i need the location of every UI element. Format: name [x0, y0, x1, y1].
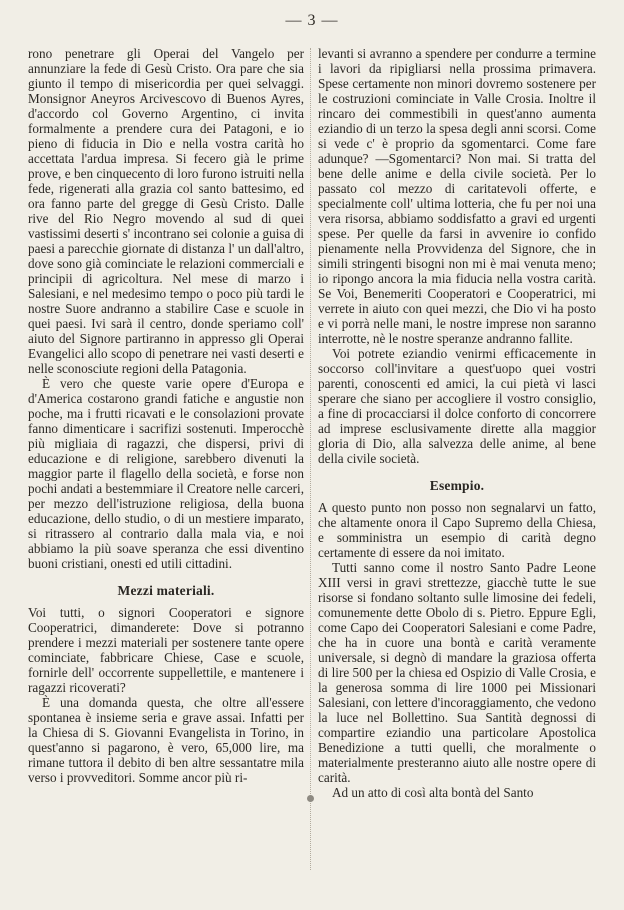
left-column — [28, 46, 304, 785]
column-divider — [310, 48, 311, 870]
page-number: — 3 — — [285, 12, 339, 29]
paragraph: rono penetrare gli Operai del Vangelo per annunziare la fede di Gesù Cristo. Ora pare che sia giunto il tempo di misericordia per quei selvaggi. Monsignor Aneyros Arcivescovo di Buenos Ayres, d'accordo col Governo Argentino, ci invita formalmente a prendere cura dei Patagoni, e io pieno di fiducia in Dio e nella vostra carità ho accettata l'ardua impresa. Si fecero già le prime prove, e ben cinquecento di loro furono istruiti nella fede, rigenerati alla grazia col santo battesimo, ed ora fanno parte del gregge di Gesù Cristo. Dalle rive del Rio Negro movendo al sud di quei vastissimi deserti s' incontrano sei colonie a guisa di paesi a parecchie giornate di distanza l' un dall'altro, dove sono già cominciate le relazioni commerciali e principii di agricoltura. Nel mese di marzo i Salesiani, e nel medesimo tempo o poco più tardi le nostre Suore andranno a stabilire Case e scuole in quei paesi. Ivi sarà il centro, donde speriamo coll' aiuto del Signore partiranno in appresso gli Operai Evangelici allo scopo di penetrare nei vasti deserti e nelle sconosciute regioni della Patagonia. — [28, 46, 304, 376]
section-heading-esempio: Esempio. — [429, 478, 485, 493]
right-column-text-continued — [318, 500, 596, 800]
paragraph: A questo punto non posso non segnalarvi un fatto, che altamente onora il Capo Supremo della Chiesa, e somministra un esempio di carità degno certamente di essere da noi imitato. — [318, 500, 596, 560]
paragraph: levanti si avranno a spendere per condurre a termine i lavori da ripigliarsi nella prossima primavera. Spese certamente non minori dovremo sostenere per le costruzioni cominciate in Valle Crosia. Inoltre il rincaro dei commestibili in quest'anno aumenta eziandio di un terzo la spesa degli anni scorsi. Come si vede c' è proprio da sgomentarci. Come fare adunque? —Sgomentarci? Non mai. Si tratta del bene delle anime e della civile società. Per lo passato col mezzo di caritatevoli offerte, e specialmente coll' ultima lotteria, che fu per noi una vera risorsa, abbiamo soddisfatto a gravi ed urgenti spese. Per quelle da farsi in avvenire io confido pienamente nella Provvidenza del Signore, che in simili stringenti bisogni non mi è mai venuta meno; io ripongo ancora la mia fiducia nella vostra carità. Se Voi, Benemeriti Cooperatori e Cooperatrici, mi verrete in aiuto con quei mezzi, che Dio vi ha posto e vi porrà nelle mani, le nostre imprese non saranno interrotte, nè le nostre speranze andranno fallite. — [318, 46, 596, 346]
left-column-text — [28, 46, 304, 571]
paragraph: Ad un atto di così alta bontà del Santo — [332, 785, 534, 800]
right-column — [318, 46, 596, 800]
section-heading-mezzi-materiali: Mezzi materiali. — [117, 583, 215, 598]
paragraph: È vero che queste varie opere d'Europa e d'America costarono grandi fatiche e angustie non poche, ma i frutti ricavati e le consolazioni provate fanno dimenticare i sacrifizi sostenuti. Imperocchè più migliaia di ragazzi, che dispersi, privi di educazione e di religione, sarebbero divenuti la maggior parte il flagello della società, e forse non pochi andati a bestemmiare il Creatore nelle carceri, per mezzo dell'istruzione religiosa, della buona educazione, dello studio, o di un mestiere imparato, si ritrassero al contrario dalla mala via, e noi abbiamo la più soave speranza che essi diventino buoni cristiani, onesti ed utili cittadini. — [28, 376, 304, 571]
paragraph: È una domanda questa, che oltre all'essere spontanea è insieme seria e grave assai. Infatti per la Chiesa di S. Giovanni Evangelista in Torino, in quest'anno si pagarono, è vero, 65,000 lire, ma rimane tuttora il debito di ben altre sessantatre mila verso i provveditori. Somme ancor più ri- — [28, 695, 304, 785]
left-column-text-continued — [28, 605, 304, 785]
paragraph: Tutti sanno come il nostro Santo Padre Leone XIII versi in gravi strettezze, giacchè tutte le sue risorse si fondano soltanto sulle limosine dei fedeli, comunemente dette Obolo di s. Pietro. Eppure Egli, come Capo dei Cooperatori Salesiani e come Padre, che ha in cuore una bontà e carità veramente universale, si degnò di mandare la graziosa offerta di lire 500 per la chiesa ed Ospizio di Valle Crosia, e la generosa somma di lire 1000 pei Missionari Salesiani, con lettere d'incoraggiamento, che vedono la luce nel Bollettino. Sua Santità degnossi di compartire eziandio una particolare Apostolica Benedizione a tutti quelli, che moralmente o materialmente presteranno aiuto alle nostre opere di carità. — [318, 560, 596, 785]
ink-blot — [307, 795, 314, 802]
paragraph: Voi tutti, o signori Cooperatori e signore Cooperatrici, dimanderete: Dove si potranno prendere i mezzi materiali per sostenere tante opere cominciate, fabbricare Chiese, Case e scuole, fornirle dell' occorrente suppellettile, e mantenere i ragazzi ricoverati? — [28, 605, 304, 695]
paragraph: Voi potrete eziandio venirmi efficacemente in soccorso coll'invitare a quest'uopo quei vostri parenti, conoscenti ed amici, la cui pietà vi lasci sperare che siano per accogliere il vostro consiglio, a fine di procacciarsi il dolce conforto di concorrere ad imprese esclusivamente dirette alla maggior gloria di Dio, alla salvezza delle anime, al bene della civile società. — [318, 346, 596, 466]
right-column-text — [318, 46, 596, 466]
